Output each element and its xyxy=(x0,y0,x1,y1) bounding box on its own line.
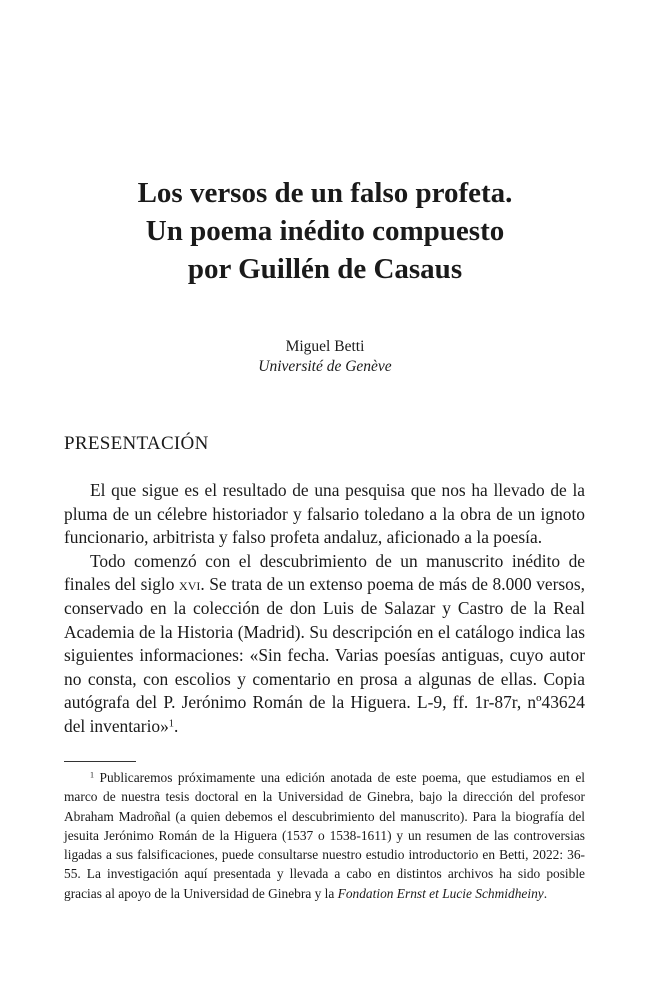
title-line-2: Un poema inédito compuesto xyxy=(145,215,505,247)
article-title xyxy=(0,174,650,288)
footnote-reference: 1 xyxy=(168,718,175,730)
body-text xyxy=(64,479,585,739)
section-heading: PRESENTACIÓN xyxy=(64,433,209,454)
footnote xyxy=(64,768,585,903)
paragraph-2-final-period: . xyxy=(174,715,179,736)
paragraph-2-text-start: Todo comenzó con el descubrimiento de un manuscrito inédito de finales del siglo xyxy=(64,550,585,595)
footnote-number: 1 xyxy=(90,770,95,780)
author-affiliation: Université de Genève xyxy=(258,358,392,375)
author-name: Miguel Betti xyxy=(285,338,365,355)
paragraph-2 xyxy=(64,550,585,739)
paragraph-2-text-end: . Se trata de un extenso poema de más de 8.000 versos, conservado en la colección de don Luis de Salazar y Castro de la Real Academia de la Historia (Madrid). Su descripción en el catálogo indica las siguientes informaciones: «Sin fecha. Varias poesías antiguas, cuyo autor no consta, con escolios y comentario en prosa a algunas de ellas. Copia autógrafa del P. Jerónimo Román de la Higuera. L-9, ff. 1r-87r, nº43624 del inventario» xyxy=(64,574,585,736)
paragraph-1: El que sigue es el resultado de una pesquisa que nos ha llevado de la pluma de un célebre historiador y falsario toledano a la obra de un ignoto funcionario, arbitrista y falso profeta andaluz, aficionado a la poesía. xyxy=(64,480,585,548)
footnote-end: . xyxy=(543,885,548,901)
title-line-1: Los versos de un falso profeta. xyxy=(137,177,513,209)
footnote-text: Publicaremos próximamente una edición anotada de este poema, que estudiamos en el marco de nuestra tesis doctoral en la Universidad de Ginebra, bajo la dirección del profesor Abraham Madroñal (a quien debemos el descubrimiento del manuscrito). Para la biografía del jesuita Jerónimo Román de la Higuera (1537 o 1538-1611) y un resumen de las controversias ligadas a sus falsificaciones, puede consultarse nuestro estudio introductorio en Betti, 2022: 36-55. La investigación aquí presentada y llevada a cabo en distintos archivos ha sido posible gracias al apoyo de la Universidad de Ginebra y la xyxy=(64,770,585,901)
footnote-divider xyxy=(64,761,136,762)
footnote-foundation: Fondation Ernst et Lucie Schmidheiny xyxy=(337,885,544,901)
title-line-3: por Guillén de Casaus xyxy=(187,253,463,285)
author-block xyxy=(0,337,650,377)
century-numeral: xvi xyxy=(179,574,201,595)
